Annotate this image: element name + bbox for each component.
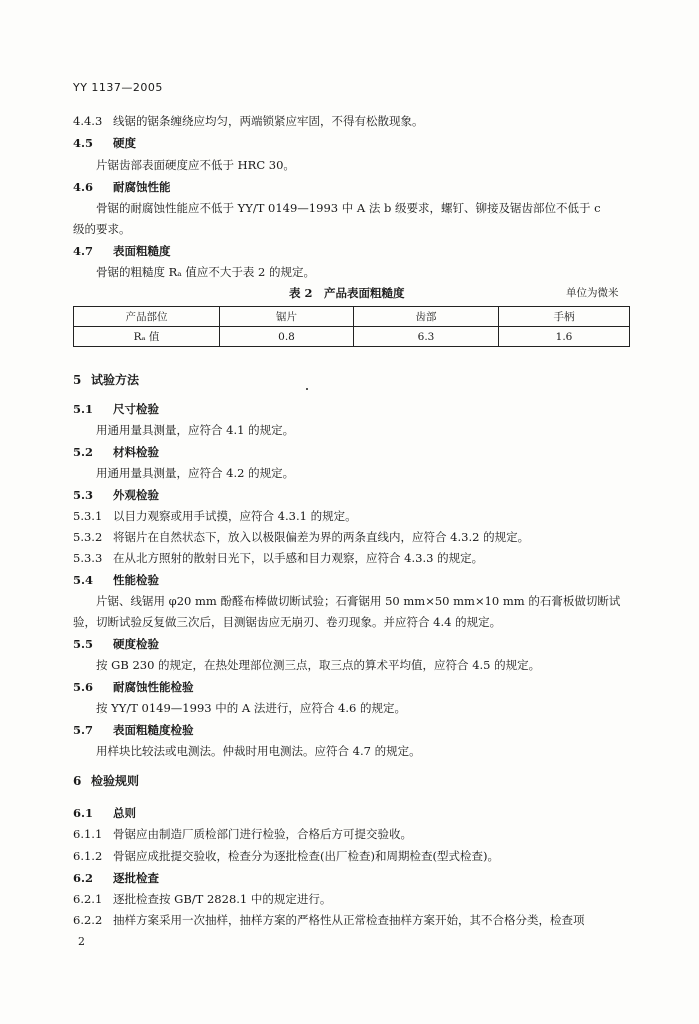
table-cell: 6.3 <box>354 327 499 347</box>
clause-4-7-text: 骨锯的粗糙度 Rₐ 值应不大于表 2 的规定。 <box>96 265 316 279</box>
clause-5-7-heading: 5.7 表面粗糙度检验 <box>73 723 194 737</box>
table-header-cell: 齿部 <box>354 307 499 327</box>
clause-6-1-1: 6.1.1 骨锯应由制造厂质检部门进行检验，合格后方可提交验收。 <box>73 827 412 841</box>
clause-5-3-1: 5.3.1 以目力观察或用手试摸，应符合 4.3.1 的规定。 <box>73 509 357 523</box>
table-header-cell: 手柄 <box>499 307 630 327</box>
table-cell: 1.6 <box>499 327 630 347</box>
page-number: 2 <box>78 935 85 948</box>
clause-5-1-text: 用通用量具测量，应符合 4.1 的规定。 <box>96 423 295 437</box>
clause-5-3-2: 5.3.2 将锯片在自然状态下，放入以极限偏差为界的两条直线内，应符合 4.3.2 的规定。 <box>73 530 530 544</box>
clause-5-5-heading: 5.5 硬度检验 <box>73 637 159 651</box>
document-header: YY 1137—2005 <box>73 81 163 94</box>
table-header-row <box>74 307 630 327</box>
clause-4-6-text-2: 级的要求。 <box>73 222 131 236</box>
roughness-table <box>73 306 630 347</box>
table-header-cell: 产品部位 <box>74 307 220 327</box>
table-unit: 单位为微米 <box>566 287 619 299</box>
clause-6-2-heading: 6.2 逐批检查 <box>73 871 159 885</box>
clause-5-4-text-2: 验，切断试验反复做三次后，目测锯齿应无崩刃、卷刃现象。并应符合 4.4 的规定。 <box>73 615 502 629</box>
clause-6-2-1: 6.2.1 逐批检查按 GB/T 2828.1 中的规定进行。 <box>73 892 332 906</box>
clause-5-3-heading: 5.3 外观检验 <box>73 488 159 502</box>
section-6-heading: 6 检验规则 <box>73 774 140 788</box>
clause-4-5-text: 片锯齿部表面硬度应不低于 HRC 30。 <box>96 158 295 172</box>
clause-5-7-text: 用样块比较法或电测法。仲裁时用电测法。应符合 4.7 的规定。 <box>96 744 421 758</box>
table-cell: 0.8 <box>220 327 354 347</box>
table-caption: 表 2 产品表面粗糙度 <box>289 286 405 300</box>
clause-5-6-text: 按 YY/T 0149—1993 中的 A 法进行，应符合 4.6 的规定。 <box>96 701 406 715</box>
clause-4-6-text-1: 骨锯的耐腐蚀性能应不低于 YY/T 0149—1993 中 A 法 b 级要求，螺钉、铆接及锯齿部位不低于 c <box>96 201 601 215</box>
clause-4-5-heading: 4.5 硬度 <box>73 136 136 150</box>
clause-4-7-heading: 4.7 表面粗糙度 <box>73 244 171 258</box>
table-cell: Rₐ 值 <box>74 327 220 347</box>
clause-5-3-3: 5.3.3 在从北方照射的散射日光下，以手感和目力观察，应符合 4.3.3 的规定。 <box>73 551 484 565</box>
table-row <box>74 327 630 347</box>
clause-6-1-heading: 6.1 总则 <box>73 806 136 820</box>
clause-5-4-heading: 5.4 性能检验 <box>73 573 159 587</box>
clause-4-4-3: 4.4.3 线锯的锯条缠绕应均匀，两端锁紧应牢固，不得有松散现象。 <box>73 114 424 128</box>
clause-5-4-text-1: 片锯、线锯用 φ20 mm 酚醛布棒做切断试验；石膏锯用 50 mm×50 mm×10 mm 的石膏板做切断试 <box>96 594 621 608</box>
scan-speck <box>306 388 308 390</box>
clause-5-1-heading: 5.1 尺寸检验 <box>73 402 159 416</box>
table-header-cell: 锯片 <box>220 307 354 327</box>
clause-6-2-2: 6.2.2 抽样方案采用一次抽样，抽样方案的严格性从正常检查抽样方案开始，其不合格分类，检查项 <box>73 913 585 927</box>
clause-5-2-text: 用通用量具测量，应符合 4.2 的规定。 <box>96 466 295 480</box>
clause-5-5-text: 按 GB 230 的规定，在热处理部位测三点，取三点的算术平均值，应符合 4.5 的规定。 <box>96 658 541 672</box>
clause-6-1-2: 6.1.2 骨锯应成批提交验收，检查分为逐批检查(出厂检查)和周期检查(型式检查)。 <box>73 849 499 863</box>
clause-4-6-heading: 4.6 耐腐蚀性能 <box>73 180 171 194</box>
clause-5-2-heading: 5.2 材料检验 <box>73 445 159 459</box>
clause-5-6-heading: 5.6 耐腐蚀性能检验 <box>73 680 194 694</box>
section-5-heading: 5 试验方法 <box>73 373 140 387</box>
